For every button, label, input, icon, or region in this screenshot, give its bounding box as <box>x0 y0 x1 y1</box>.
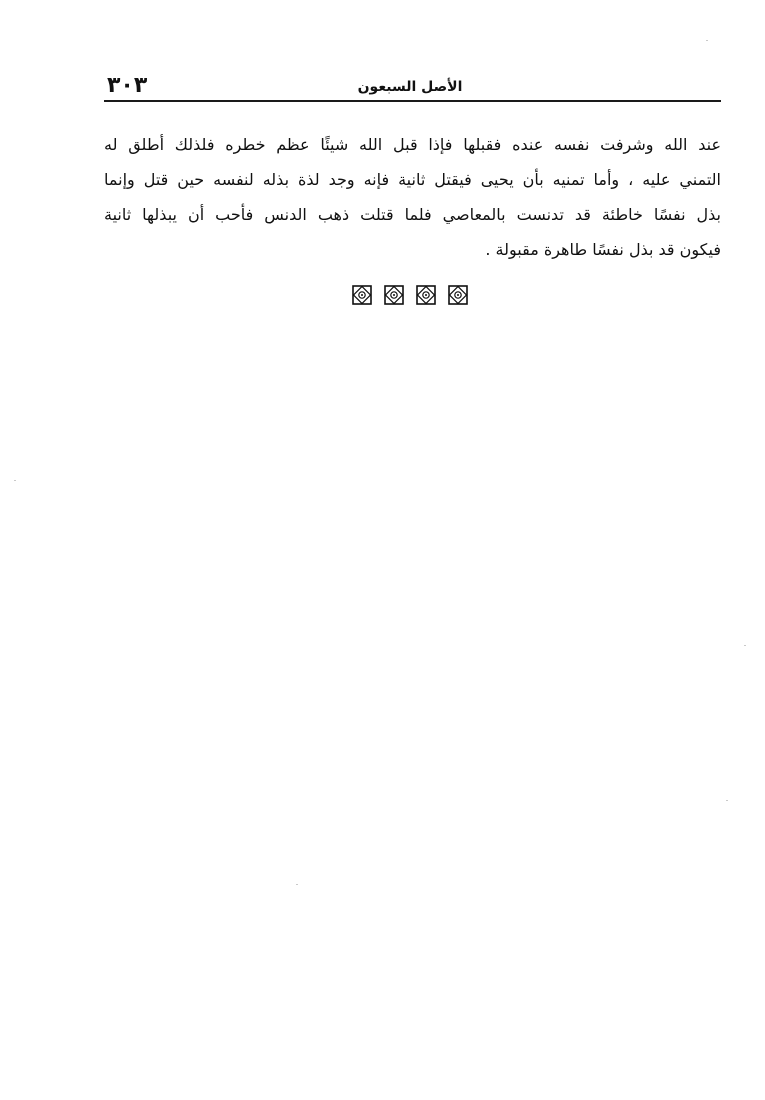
running-title: الأصل السبعون <box>357 79 463 95</box>
scan-speck <box>296 884 298 885</box>
header-rule <box>104 100 721 102</box>
text-line: التمني عليه ، وأما تمنيه بأن يحيى فيقتل ثانية فإنه وجد لذة بذله لنفسه حين قتل وإنما <box>104 170 721 189</box>
ornamental-square-icon <box>448 285 468 305</box>
section-separator <box>352 285 468 305</box>
text-line: عند الله وشرفت نفسه عنده فقبلها فإذا قبل الله شيئًا عظم خطره فلذلك أطلق له <box>104 135 721 154</box>
text-line: بذل نفسًا خاطئة قد تدنست بالمعاصي فلما قتلت ذهب الدنس فأحب أن يبذلها ثانية <box>104 205 721 224</box>
page-header <box>103 72 717 100</box>
ornamental-square-icon <box>384 285 404 305</box>
ornamental-square-icon <box>352 285 372 305</box>
ornamental-square-icon <box>416 285 436 305</box>
scan-speck <box>706 40 708 41</box>
text-line: فيكون قد بذل نفسًا طاهرة مقبولة . <box>485 240 721 259</box>
body-paragraph <box>104 127 721 267</box>
page-number: ٣٠٣ <box>107 73 148 98</box>
scan-speck <box>726 800 728 801</box>
scan-speck <box>744 645 746 646</box>
scan-speck <box>14 480 16 481</box>
